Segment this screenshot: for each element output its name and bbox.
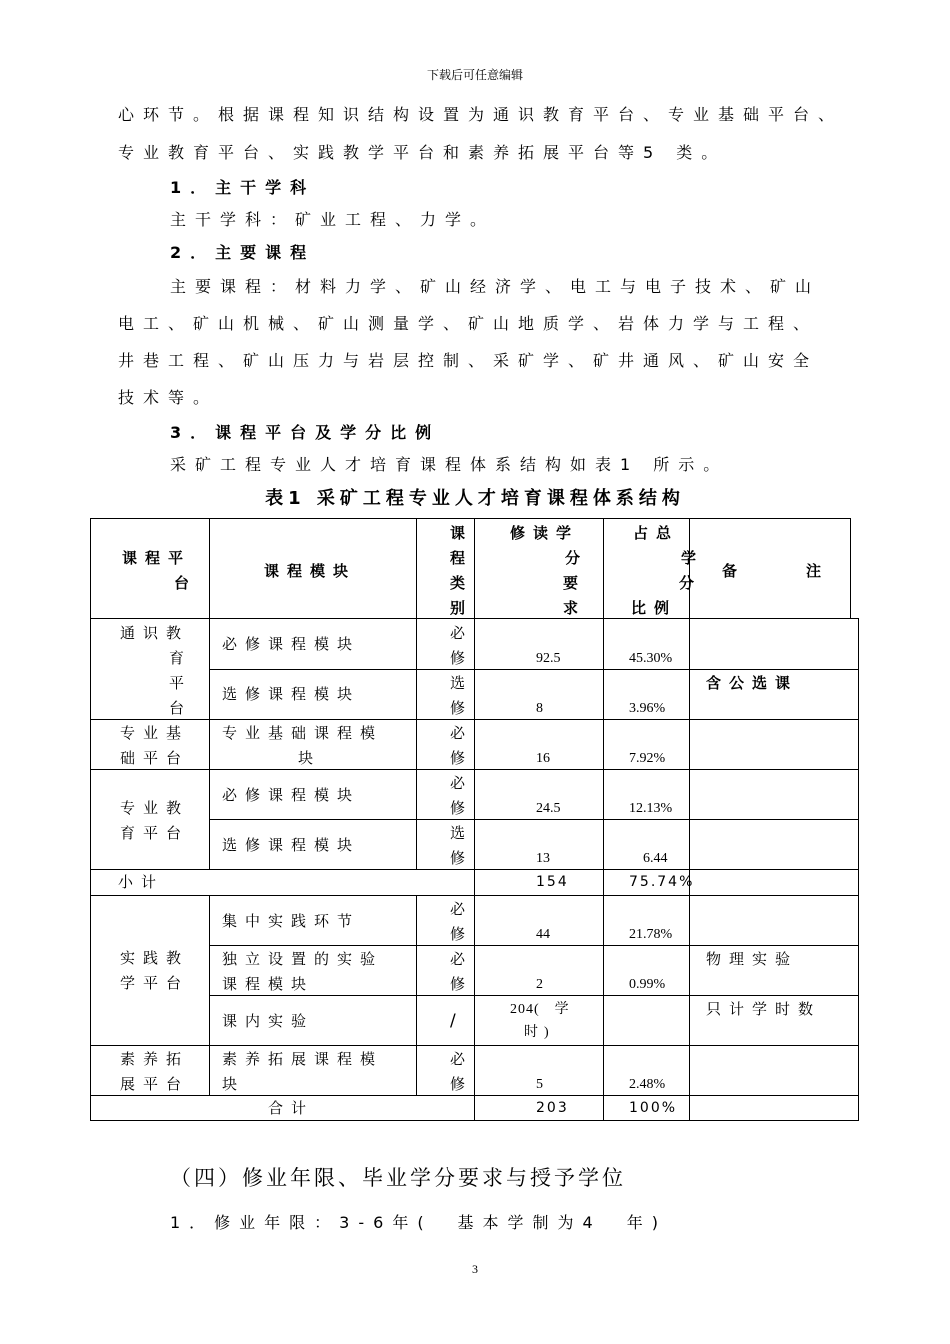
paragraph-line: 主要课程：材料力学、矿山经济学、电工与电子技术、矿山 (170, 277, 821, 296)
paragraph-line: 电工、矿山机械、矿山测量学、矿山地质学、岩体力学与工程、 (118, 314, 819, 333)
module-name: 块 (298, 749, 314, 767)
course-type: 修 (450, 799, 466, 817)
credits-value: 204( 学 (510, 1002, 570, 1017)
course-type: 修 (450, 975, 466, 993)
credits-value: 92.5 (536, 651, 561, 666)
course-type: 必 (450, 624, 466, 642)
paragraph-line: 主干学科：矿业工程、力学。 (170, 210, 496, 229)
course-type: 必 (450, 724, 466, 742)
subheading: 3．课程平台及学分比例 (170, 423, 441, 442)
course-type: 修 (450, 699, 466, 717)
header-platform: 台 (174, 574, 190, 592)
ratio-value: 12.13% (629, 801, 673, 816)
subheading: 2．主要课程 (170, 243, 316, 262)
course-type: 选 (450, 824, 466, 842)
header-ratio: 比例 (631, 599, 678, 617)
paragraph-line: 采矿工程专业人才培育课程体系结构如表1 所示。 (170, 455, 729, 474)
ratio-value: 6.44 (643, 851, 668, 866)
platform-general: 通识教 (120, 624, 190, 642)
header-type: 类 (450, 574, 466, 592)
platform-general: 平 (169, 674, 185, 692)
module-name: 专业基础课程模 (222, 724, 384, 742)
course-type: / (450, 1011, 456, 1031)
note-value: 含公选课 (706, 674, 799, 692)
credits-value: 24.5 (536, 801, 561, 816)
credits-value: 8 (536, 701, 543, 716)
header-credits: 分 (565, 549, 581, 567)
section-item: 1．修业年限：3-6年( 基本学制为4 年) (170, 1213, 667, 1232)
ratio-value: 7.92% (629, 751, 666, 766)
paragraph-line: 心环节。根据课程知识结构设置为通识教育平台、专业基础平台、 (118, 105, 844, 124)
course-type: 必 (450, 950, 466, 968)
header-type: 课 (450, 524, 466, 542)
header-credits: 求 (563, 599, 579, 617)
credits-value: 13 (536, 851, 550, 866)
course-type: 选 (450, 674, 466, 692)
header-ratio: 分 (679, 574, 695, 592)
credits-value: 44 (536, 927, 550, 942)
module-name: 课程模块 (222, 975, 315, 993)
total-label: 合计 (268, 1099, 315, 1117)
module-name: 集中实践环节 (222, 912, 361, 930)
credits-value: 16 (536, 751, 550, 766)
module-name: 块 (222, 1075, 238, 1093)
header-platform: 课程平 (122, 549, 192, 567)
header-type: 别 (450, 599, 466, 617)
module-name: 必修课程模块 (222, 635, 361, 653)
table-caption: 表1 采矿工程专业人才培育课程体系结构 (265, 488, 685, 509)
page-number: 3 (472, 1262, 478, 1276)
note-value: 只计学时数 (706, 1000, 822, 1018)
course-type: 必 (450, 1050, 466, 1068)
credits-value: 2 (536, 977, 543, 992)
paragraph-line: 技术等。 (118, 388, 219, 407)
paragraph-line: 专业教育平台、实践教学平台和素养拓展平台等5 类。 (118, 143, 727, 162)
platform-literacy: 展平台 (120, 1075, 190, 1093)
subtotal-label: 小计 (118, 873, 165, 891)
course-type: 修 (450, 749, 466, 767)
module-name: 独立设置的实验 (222, 950, 384, 968)
credits-value: 时) (524, 1025, 555, 1040)
platform-literacy: 素养拓 (120, 1050, 190, 1068)
note-value: 物理实验 (706, 950, 799, 968)
platform-practice: 实践教 (120, 949, 190, 967)
course-type: 必 (450, 774, 466, 792)
platform-base: 专业基 (120, 724, 190, 742)
subtotal-credits: 154 (536, 874, 569, 890)
module-name: 课内实验 (222, 1012, 315, 1030)
total-ratio: 100% (629, 1100, 678, 1116)
subheading: 1．主干学科 (170, 178, 316, 197)
header-ratio: 学 (681, 549, 697, 567)
course-type: 修 (450, 849, 466, 867)
platform-general: 台 (169, 699, 185, 717)
header-type: 程 (450, 549, 466, 567)
module-name: 选修课程模块 (222, 685, 361, 703)
credits-value: 5 (536, 1077, 543, 1092)
header-credits: 要 (563, 574, 579, 592)
module-name: 选修课程模块 (222, 836, 361, 854)
header-note: 备 注 (722, 562, 828, 580)
total-credits: 203 (536, 1100, 569, 1116)
header-module: 课程模块 (264, 562, 357, 580)
platform-professional: 专业教 (120, 799, 190, 817)
header-ratio: 占总 (633, 524, 680, 542)
platform-professional: 育平台 (120, 824, 190, 842)
course-type: 修 (450, 649, 466, 667)
course-type: 必 (450, 900, 466, 918)
subtotal-ratio: 75.74% (629, 874, 695, 890)
ratio-value: 21.78% (629, 927, 673, 942)
section-title: （四）修业年限、毕业学分要求与授予学位 (170, 1166, 626, 1190)
ratio-value: 0.99% (629, 977, 666, 992)
ratio-value: 2.48% (629, 1077, 666, 1092)
paragraph-line: 井巷工程、矿山压力与岩层控制、采矿学、矿井通风、矿山安全 (118, 351, 819, 370)
course-type: 修 (450, 1075, 466, 1093)
header-credits: 修读学 (510, 524, 580, 542)
ratio-value: 3.96% (629, 701, 666, 716)
ratio-value: 45.30% (629, 651, 673, 666)
platform-base: 础平台 (120, 749, 190, 767)
platform-general: 育 (169, 649, 185, 667)
course-type: 修 (450, 925, 466, 943)
platform-practice: 学平台 (120, 974, 190, 992)
module-name: 素养拓展课程模 (222, 1050, 384, 1068)
page-header: 下载后可任意编辑 (426, 68, 523, 82)
module-name: 必修课程模块 (222, 786, 361, 804)
